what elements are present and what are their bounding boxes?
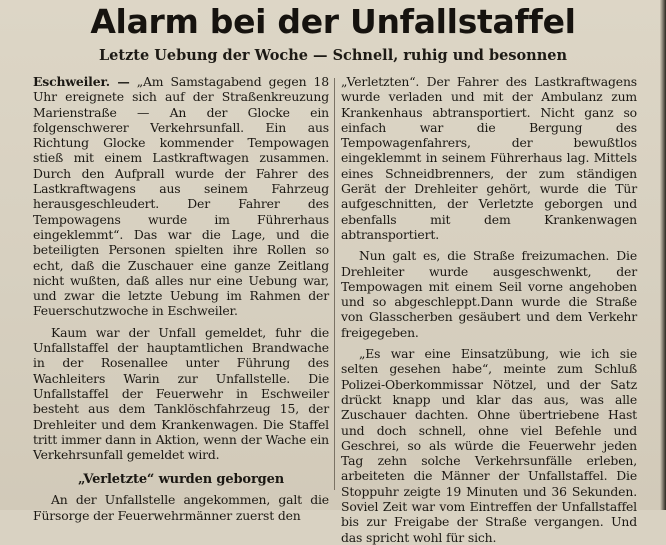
paragraph-4: „Verletzten“. Der Fahrer des Lastkraftwagens wurde verladen und mit der Ambulanz zum Krankenhaus abtransportiert. Nicht ganz so einfach war die Bergung des Tempowagenfahrers, der bewußtlos eingeklemmt in seinem Führerhaus lag. Mittels eines Schneidbrenners, der zum ständigen Gerät der Drehleiter gehört, wurde die Tür aufgeschnitten, der Verletzte geborgen und ebenfalls mit dem Krankenwagen abtransportiert. — [341, 74, 637, 242]
paragraph-2: Kaum war der Unfall gemeldet, fuhr die Unfallstaffel der hauptamtlichen Brandwache in der Rosenallee unter Führung des Wachleiters Warin zur Unfallstelle. Die Unfallstaffel der Feuerwehr in Eschweiler besteht aus dem Tanklöschfahrzeug 15, der Drehleiter und dem Krankenwagen. Die Staffel tritt immer dann in Aktion, wenn der Wache ein Verkehrsunfall gemeldet wird. — [33, 324, 329, 463]
paragraph-1-text: „Am Samstagabend gegen 18 Uhr ereignete sich auf der Straßenkreuzung Marienstraße — An der Glocke ein folgenschwerer Verkehrsunfall. Ein aus Richtung Glocke kommender Tempowagen stieß mit einem Lastkraftwagen zusammen. Durch den Aufprall wurde der Fahrer des Lastkraftwagens aus seinem Fahrzeug herausgeschleudert. Der Fahrer des Tempowagens wurde im Führerhaus eingeklemmt“. Das war die Lage, und die beteiligten Personen spielten ihre Rollen so echt, daß die Zuschauer eine ganze Zeitlang nicht wußten, daß alles nur eine Uebung war, und zwar die letzte Uebung im Rahmen der Feuerschutzwoche in Eschweiler. — [33, 74, 330, 319]
paragraph-5: Nun galt es, die Straße freizumachen. Die Drehleiter wurde ausgeschwenkt, der Tempowagen mit einem Seil vorne angehoben und so abgeschleppt.Dann wurde die Straße von Glasscherben gesäubert und dem Verkehr freigegeben. — [341, 248, 637, 340]
subheadline: Letzte Uebung der Woche — Schnell, ruhig und besonnen — [98, 47, 568, 64]
paragraph-6: „Es war eine Einsatzübung, wie ich sie selten gesehen habe“, meinte zum Schluß Polizei-Oberkommissar Nötzel, und der Satz drückt knapp und klar das aus, was alle Zuschauer dachten. Ohne übertriebene Hast und doch schnell, ohne viel Befehle und Geschrei, so als würde die Feuerwehr jeden Tag zehn solche Verkehrsunfälle erleben, arbeiteten die Männer der Unfallstaffel. Die Stoppuhr zeigte 19 Minuten und 36 Sekunden. Soviel Zeit war vom Eintreffen der Unfallstaffel bis zur Freigabe der Straße vergangen. Und das spricht wohl für sich. — [341, 346, 637, 545]
paragraph-3: An der Unfallstelle angekommen, galt die Fürsorge der Feuerwehrmänner zuerst den — [33, 492, 329, 523]
column-divider — [334, 78, 335, 490]
section-heading: „Verletzte“ wurden geborgen — [77, 472, 285, 488]
paragraph-1 — [33, 74, 329, 319]
headline: Alarm bei der Unfallstaffel — [90, 2, 576, 41]
column-right — [341, 74, 637, 545]
dateline: Eschweiler. — — [33, 74, 130, 89]
page-edge-shadow — [660, 0, 666, 510]
column-left — [33, 74, 329, 523]
